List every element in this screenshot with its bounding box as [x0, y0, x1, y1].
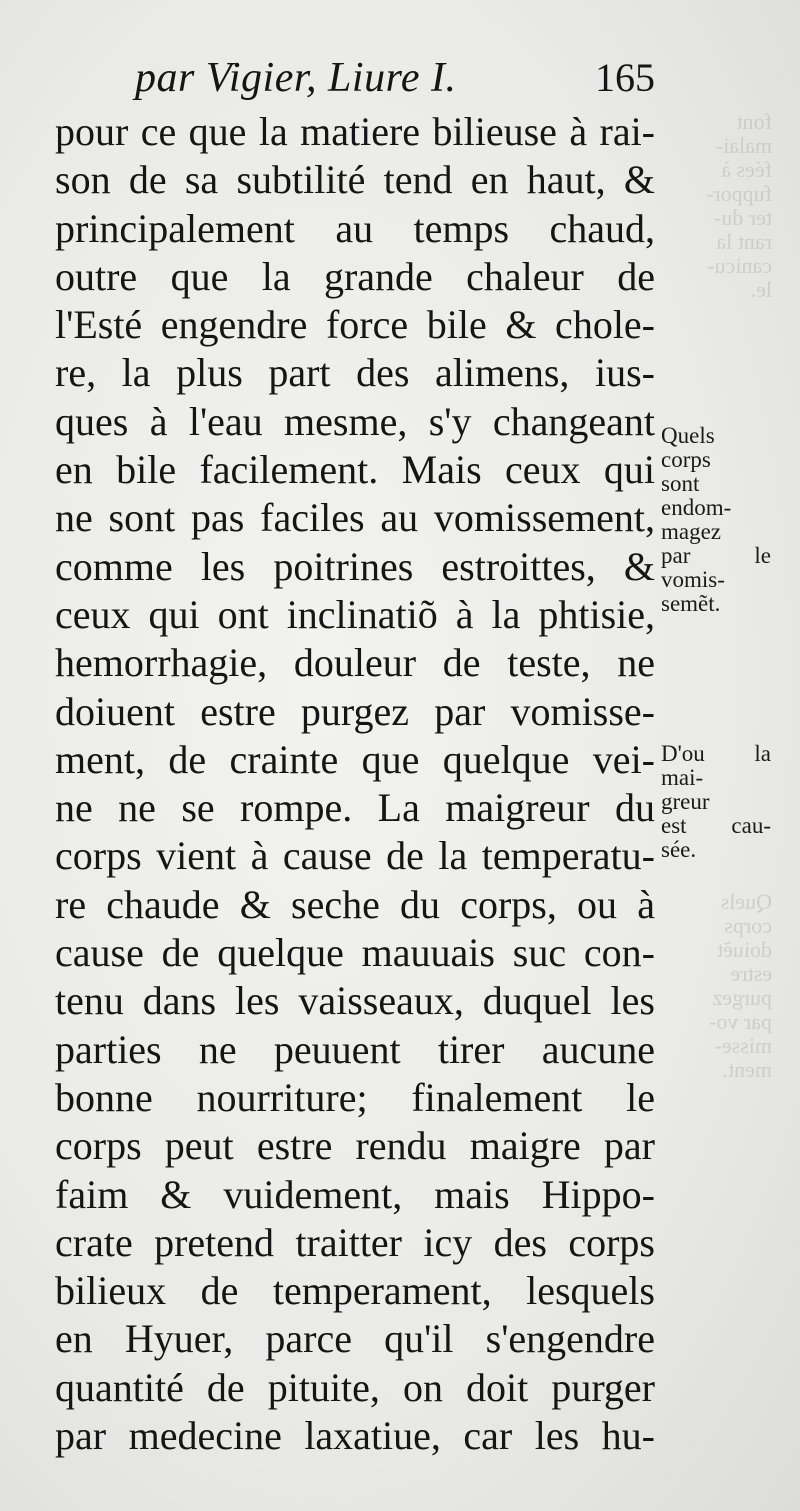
- margin-note-line: corps: [661, 447, 711, 472]
- text-line: doiuent estre purgez par vomisse-: [55, 688, 655, 734]
- show-through-line: Quels: [720, 889, 772, 914]
- margin-note-line: mai-: [661, 765, 704, 790]
- text-line: hemorrhagie, douleur de teste, ne: [55, 640, 655, 686]
- show-through-line: purgez: [712, 985, 772, 1010]
- text-line: re, la plus part des alimens, ius-: [55, 350, 655, 396]
- text-line: ques à l'eau mesme, s'y changeant: [55, 398, 655, 444]
- text-line: en bile facilement. Mais ceux qui: [55, 447, 655, 493]
- text-line: ceux qui ont inclinatiõ à la phtisie,: [55, 591, 655, 637]
- margin-note-line: Quels: [661, 423, 715, 448]
- text-line: ment, de crainte que quelque vei-: [55, 736, 655, 782]
- margin-note-line: par le: [661, 543, 771, 568]
- text-line: ne sont pas faciles au vomissement,: [55, 495, 655, 541]
- show-through-text-lower: [672, 890, 772, 1082]
- text-line: comme les poitrines estroittes, &: [55, 543, 655, 589]
- show-through-line: fuppor-: [706, 181, 772, 206]
- show-through-line: fées à: [721, 157, 772, 182]
- margin-note-line: sée.: [661, 837, 697, 862]
- text-line: par medecine laxatiue, car les hu-: [55, 1413, 655, 1459]
- text-line: bilieux de temperament, lesquels: [55, 1268, 655, 1314]
- margin-note-line: greur: [661, 789, 710, 814]
- show-through-line: ment.: [722, 1057, 772, 1082]
- margin-note-line: vomis-: [661, 567, 725, 592]
- margin-note-line: magez: [661, 519, 722, 544]
- show-through-line: estre: [730, 961, 772, 986]
- text-line: outre que la grande chaleur de: [55, 253, 655, 299]
- text-line: corps vient à cause de la temperatu-: [55, 833, 655, 879]
- show-through-line: corps: [724, 913, 772, 938]
- margin-note-line: sont: [661, 471, 700, 496]
- show-through-line: le.: [750, 277, 772, 302]
- show-through-line: rant la: [716, 229, 772, 254]
- body-text: [55, 108, 655, 1460]
- running-head: [135, 48, 655, 108]
- margin-note-leanness: [661, 742, 771, 862]
- text-line: quantité de pituite, on doit purger: [55, 1364, 655, 1410]
- page-number: 165: [595, 55, 655, 100]
- margin-note-line: endom-: [661, 495, 732, 520]
- text-line: pour ce que la matiere bilieuse à rai-: [55, 109, 655, 154]
- text-line: re chaude & seche du corps, ou à: [55, 881, 655, 927]
- text-line: bonne nourriture; finalement le: [55, 1074, 655, 1120]
- text-line: principalement au temps chaud,: [55, 205, 655, 251]
- show-through-line: canicu-: [707, 253, 772, 278]
- show-through-line: misse-: [714, 1033, 772, 1058]
- show-through-line: malai-: [715, 133, 772, 158]
- text-line: corps peut estre rendu maigre par: [55, 1123, 655, 1169]
- text-line: faim & vuidement, mais Hippo-: [55, 1171, 655, 1217]
- show-through-line: font: [736, 109, 772, 134]
- text-line: l'Esté engendre force bile & chole-: [55, 302, 655, 348]
- text-line: parties ne peuuent tirer aucune: [55, 1026, 655, 1072]
- show-through-line: ter du-: [713, 205, 772, 230]
- margin-note-line: D'ou la: [661, 741, 771, 766]
- text-line: crate pretend traitter icy des corps: [55, 1219, 655, 1265]
- margin-note-vomiting: [661, 424, 771, 616]
- show-through-line: par vo-: [709, 1009, 772, 1034]
- text-line: tenu dans les vaisseaux, duquel les: [55, 978, 655, 1024]
- running-head-title: par Vigier, Liure I.: [135, 55, 457, 101]
- show-through-line: doiuẽt: [717, 937, 772, 962]
- margin-note-line: semẽt.: [661, 591, 721, 616]
- text-line: son de sa subtilité tend en haut, &: [55, 157, 655, 203]
- text-line: ne ne se rompe. La maigreur du: [55, 785, 655, 831]
- margin-note-line: est cau-: [661, 813, 771, 838]
- text-line: en Hyuer, parce qu'il s'engendre: [55, 1316, 655, 1362]
- text-line: cause de quelque mauuais suc con-: [55, 930, 655, 976]
- show-through-text-upper: [672, 110, 772, 302]
